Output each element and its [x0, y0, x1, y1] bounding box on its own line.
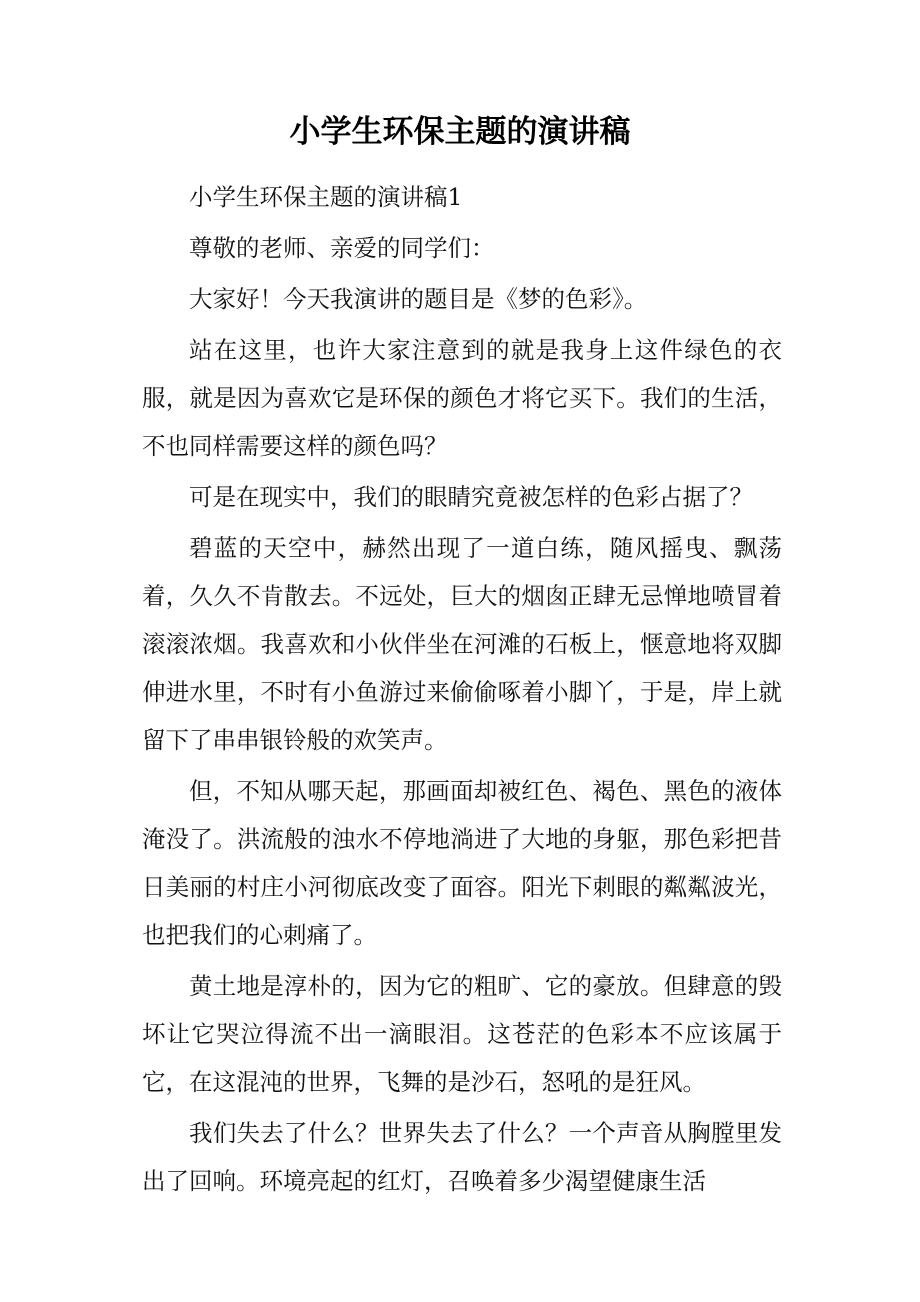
paragraph: 我们失去了什么？世界失去了什么？一个声音从胸膛里发出了回响。环境亮起的红灯，召唤着多少渴望健康生活	[142, 1119, 782, 1195]
document-body	[142, 170, 782, 1205]
paragraph-heading: 小学生环保主题的演讲稿1	[189, 183, 463, 211]
document-title: 小学生环保主题的演讲稿	[289, 114, 631, 150]
paragraph: 碧蓝的天空中，赫然出现了一道白练，随风摇曳、飘荡着，久久不肯散去。不远处，巨大的烟囱正肆无忌惮地喷冒着滚滚浓烟。我喜欢和小伙伴坐在河滩的石板上，惬意地将双脚伸进水里，不时有小鱼游过来偷偷啄着小脚丫，于是，岸上就留下了串串银铃般的欢笑声。	[142, 534, 782, 754]
paragraph: 可是在现实中，我们的眼睛究竟被怎样的色彩占据了？	[189, 483, 753, 511]
paragraph-greeting: 大家好！今天我演讲的题目是《梦的色彩》。	[189, 285, 648, 313]
paragraph: 但，不知从哪天起，那画面却被红色、褐色、黑色的液体淹没了。洪流般的浊水不停地淌进了大地的身躯，那色彩把昔日美丽的村庄小河彻底改变了面容。阳光下刺眼的粼粼波光，也把我们的心刺痛了。	[142, 777, 782, 949]
paragraph-salutation: 尊敬的老师、亲爱的同学们：	[189, 234, 495, 262]
paragraph: 站在这里，也许大家注意到的就是我身上这件绿色的衣服，就是因为喜欢它是环保的颜色才将它买下。我们的生活，不也同样需要这样的颜色吗？	[142, 336, 782, 460]
paragraph: 黄土地是淳朴的，因为它的粗旷、它的豪放。但肆意的毁坏让它哭泣得流不出一滴眼泪。这苍茫的色彩本不应该属于它，在这混沌的世界，飞舞的是沙石，怒吼的是狂风。	[142, 972, 782, 1096]
